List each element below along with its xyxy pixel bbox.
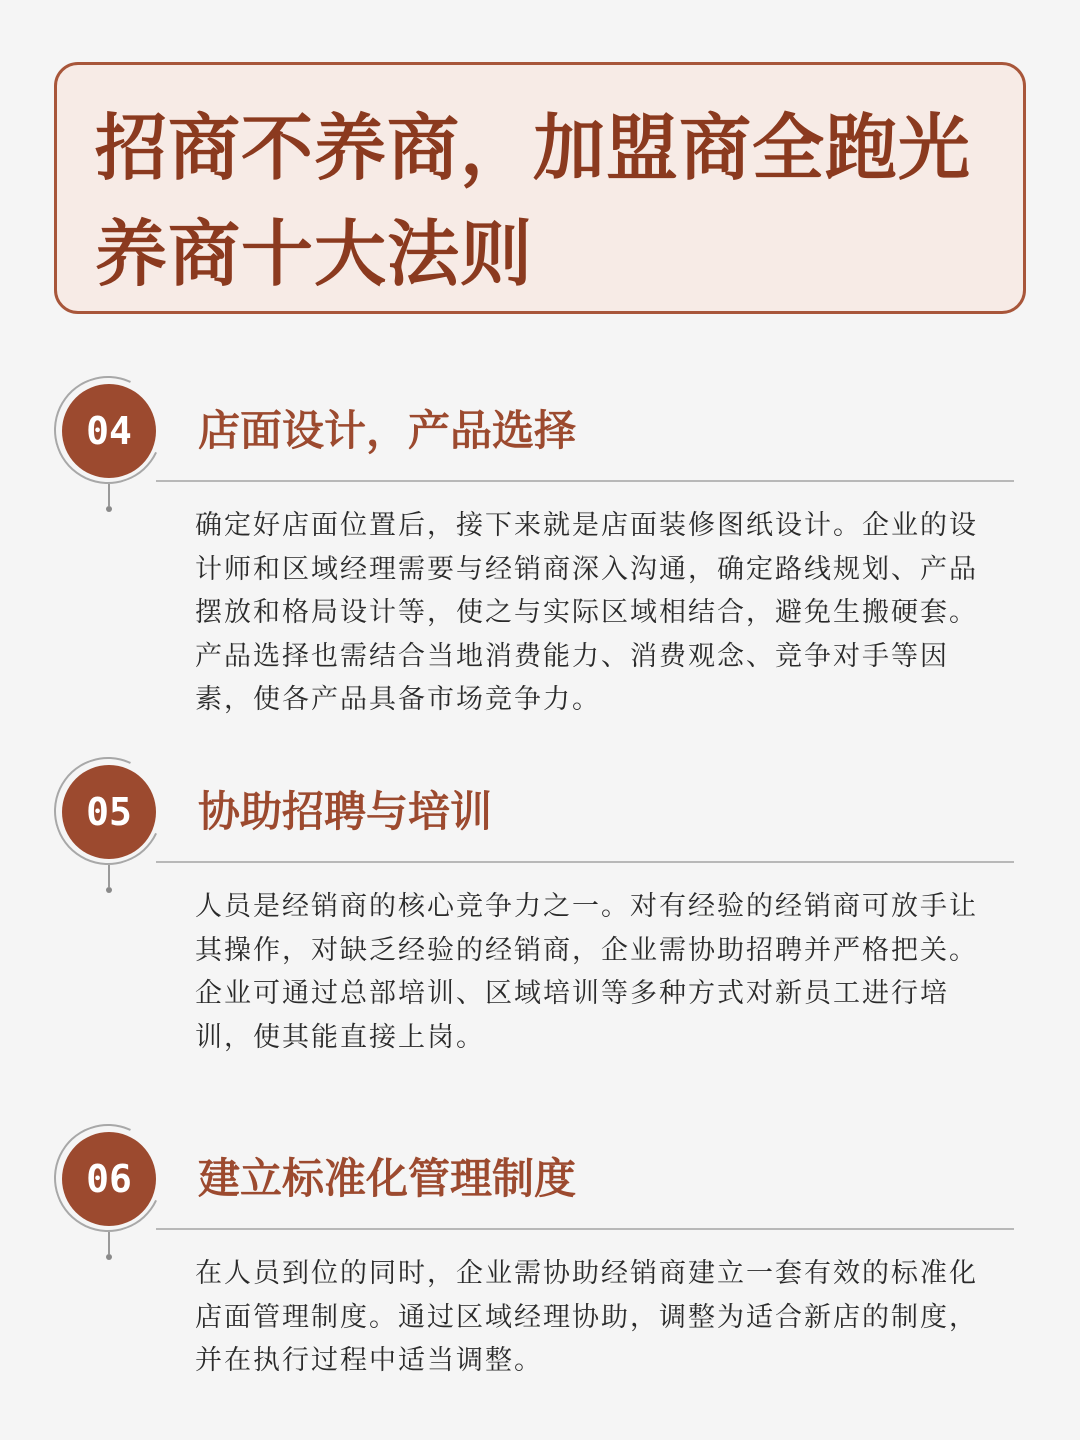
connector-line [108, 484, 110, 506]
section-heading: 建立标准化管理制度 [198, 1154, 577, 1203]
divider [156, 480, 1014, 482]
section-number-badge: 06 [62, 1132, 156, 1226]
section-number-badge: 05 [62, 765, 156, 859]
section-heading: 协助招聘与培训 [198, 787, 493, 836]
connector-line [108, 865, 110, 887]
connector-dot [106, 887, 112, 893]
section-body: 在人员到位的同时，企业需协助经销商建立一套有效的标准化店面管理制度。通过区域经理协助，调整为适合新店的制度，并在执行过程中适当调整。 [195, 1258, 978, 1376]
connector-dot [106, 506, 112, 512]
section-heading: 店面设计，产品选择 [198, 406, 577, 455]
connector-dot [106, 1254, 112, 1260]
divider [156, 861, 1014, 863]
connector-line [108, 1232, 110, 1254]
divider [156, 1228, 1014, 1230]
section-number-badge: 04 [62, 384, 156, 478]
title-line-2: 养商十大法则 [95, 212, 534, 296]
section-body: 确定好店面位置后，接下来就是店面装修图纸设计。企业的设计师和区域经理需要与经销商深入沟通，确定路线规划、产品摆放和格局设计等，使之与实际区域相结合，避免生搬硬套。产品选择也需结合当地消费能力、消费观念、竞争对手等因素，使各产品具备市场竞争力。 [195, 510, 978, 715]
title-banner [54, 62, 1026, 314]
title-line-1: 招商不养商，加盟商全跑光 [95, 106, 972, 190]
section-body: 人员是经销商的核心竞争力之一。对有经验的经销商可放手让其操作，对缺乏经验的经销商，企业需协助招聘并严格把关。企业可通过总部培训、区域培训等多种方式对新员工进行培训，使其能直接上岗。 [195, 891, 978, 1053]
